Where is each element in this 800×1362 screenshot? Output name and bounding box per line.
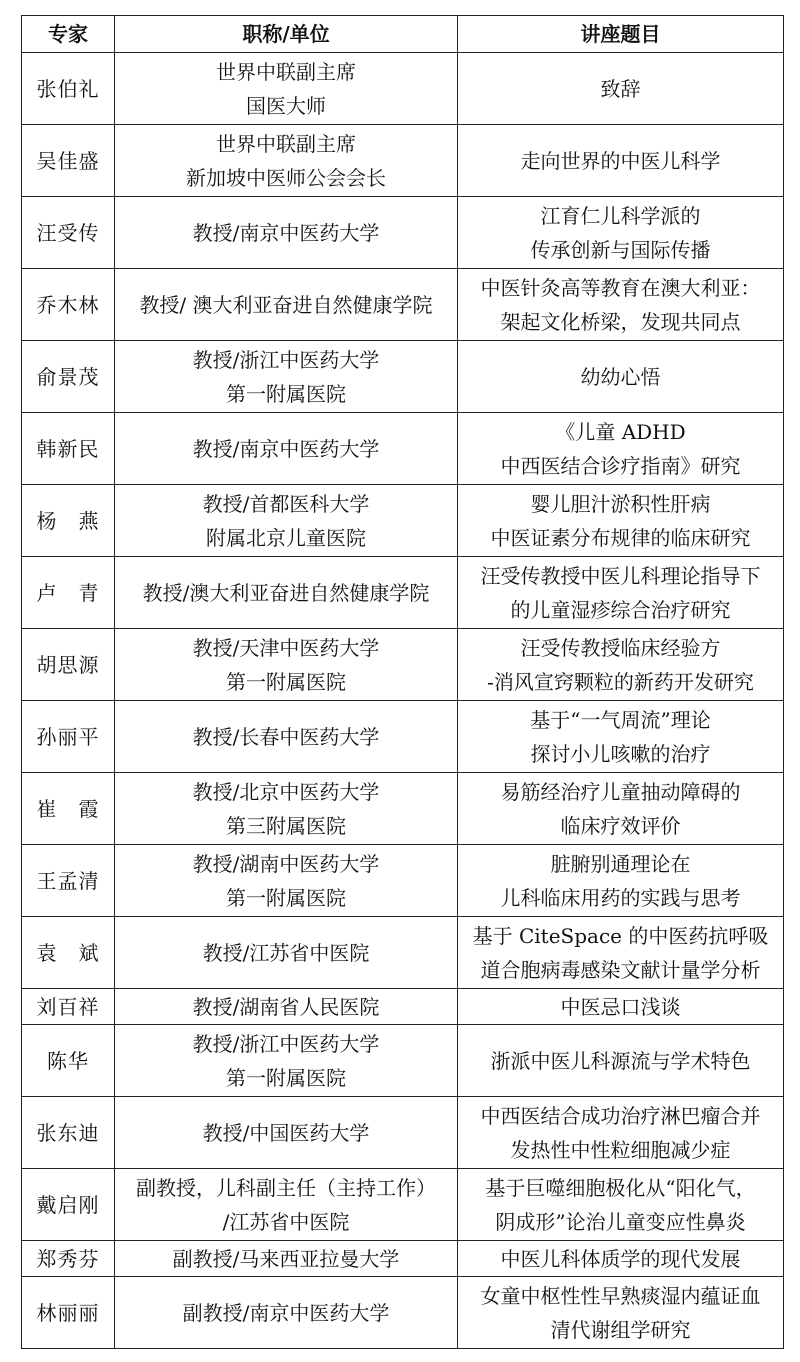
header-title-unit: 职称/单位 bbox=[115, 16, 458, 53]
expert-title-unit bbox=[115, 53, 458, 125]
lecture-topic-line: 幼幼心悟 bbox=[580, 364, 661, 389]
title-unit-line: 第一附属医院 bbox=[226, 1065, 346, 1090]
expert-name: 林丽丽 bbox=[22, 1277, 115, 1349]
expert-title-unit bbox=[115, 1241, 458, 1277]
table-row bbox=[22, 485, 784, 557]
lecture-topic-line: 中医证素分布规律的临床研究 bbox=[490, 525, 751, 550]
expert-name: 杨 燕 bbox=[22, 485, 115, 557]
table-row bbox=[22, 989, 784, 1025]
expert-title-unit bbox=[115, 341, 458, 413]
lecture-topic-line: 临床疗效评价 bbox=[560, 813, 681, 838]
lecture-topic bbox=[458, 485, 784, 557]
lecture-topic-line: 中医儿科体质学的现代发展 bbox=[500, 1246, 741, 1271]
expert-name: 王孟清 bbox=[22, 845, 115, 917]
lecture-topic-line: 婴儿胆汁淤积性肝病 bbox=[530, 491, 711, 516]
title-unit-line: 教授/浙江中医药大学 bbox=[192, 1031, 380, 1056]
lecture-topic bbox=[458, 917, 784, 989]
lecture-topic-line: 阴成形”论治儿童变应性鼻炎 bbox=[495, 1209, 746, 1234]
expert-title-unit bbox=[115, 197, 458, 269]
lecture-topic bbox=[458, 413, 784, 485]
lecture-topic bbox=[458, 1097, 784, 1169]
lecture-topic-line: 基于巨噬细胞极化从“阳化气， bbox=[485, 1175, 756, 1200]
title-unit-line: 教授/长春中医药大学 bbox=[192, 724, 380, 749]
lecture-topic-line: 儿科临床用药的实践与思考 bbox=[500, 885, 741, 910]
header-expert: 专家 bbox=[22, 16, 115, 53]
table-row bbox=[22, 53, 784, 125]
table-row bbox=[22, 701, 784, 773]
table-row bbox=[22, 269, 784, 341]
expert-title-unit bbox=[115, 1169, 458, 1241]
expert-title-unit bbox=[115, 125, 458, 197]
expert-name: 吴佳盛 bbox=[22, 125, 115, 197]
lecture-topic-line: 中西医结合诊疗指南》研究 bbox=[500, 453, 741, 478]
table-row bbox=[22, 1277, 784, 1349]
title-unit-line: 副教授/南京中医药大学 bbox=[182, 1300, 390, 1325]
table-body bbox=[22, 53, 784, 1349]
expert-title-unit bbox=[115, 1277, 458, 1349]
lecture-topic bbox=[458, 1025, 784, 1097]
expert-name: 韩新民 bbox=[22, 413, 115, 485]
lecture-topic bbox=[458, 701, 784, 773]
lecture-topic bbox=[458, 629, 784, 701]
title-unit-line: 国医大师 bbox=[246, 93, 326, 118]
expert-title-unit bbox=[115, 629, 458, 701]
lecture-topic bbox=[458, 1169, 784, 1241]
lecture-topic-line: 浙派中医儿科源流与学术特色 bbox=[490, 1048, 751, 1073]
table-header-row bbox=[22, 16, 784, 53]
title-unit-line: 教授/澳大利亚奋进自然健康学院 bbox=[142, 580, 430, 605]
title-unit-line: 教授/北京中医药大学 bbox=[192, 779, 380, 804]
title-unit-line: 第一附属医院 bbox=[226, 885, 346, 910]
title-unit-line: 教授/江苏省中医院 bbox=[202, 940, 370, 965]
expert-title-unit bbox=[115, 1097, 458, 1169]
title-unit-line: 教授/天津中医药大学 bbox=[192, 635, 380, 660]
table-row bbox=[22, 1097, 784, 1169]
title-unit-line: 教授/ 澳大利亚奋进自然健康学院 bbox=[139, 292, 433, 317]
title-unit-line: 教授/首都医科大学 bbox=[202, 491, 370, 516]
table-row bbox=[22, 557, 784, 629]
table-row bbox=[22, 629, 784, 701]
lecture-topic-line: 发热性中性粒细胞减少症 bbox=[510, 1137, 731, 1162]
title-unit-line: 新加坡中医师公会会长 bbox=[186, 165, 386, 190]
expert-title-unit bbox=[115, 989, 458, 1025]
expert-name: 袁 斌 bbox=[22, 917, 115, 989]
expert-name: 乔木林 bbox=[22, 269, 115, 341]
expert-title-unit bbox=[115, 773, 458, 845]
lecture-topic-line: 脏腑别通理论在 bbox=[550, 851, 691, 876]
header-lecture-topic: 讲座题目 bbox=[458, 16, 784, 53]
expert-name: 崔 霞 bbox=[22, 773, 115, 845]
expert-name: 刘百祥 bbox=[22, 989, 115, 1025]
lecture-topic bbox=[458, 989, 784, 1025]
expert-name: 汪受传 bbox=[22, 197, 115, 269]
lecture-topic-line: 《儿童 ADHD bbox=[555, 419, 686, 444]
expert-name: 孙丽平 bbox=[22, 701, 115, 773]
expert-name: 胡思源 bbox=[22, 629, 115, 701]
lecture-topic bbox=[458, 341, 784, 413]
table-row bbox=[22, 341, 784, 413]
lecture-topic-line: 基于 CiteSpace 的中医药抗呼吸 bbox=[472, 923, 769, 948]
title-unit-line: 教授/中国医药大学 bbox=[202, 1120, 370, 1145]
title-unit-line: 附属北京儿童医院 bbox=[206, 525, 366, 550]
expert-name: 俞景茂 bbox=[22, 341, 115, 413]
lecture-topic-line: -消风宣窍颗粒的新药开发研究 bbox=[487, 669, 754, 694]
lecture-topic-line: 基于“一气周流”理论 bbox=[530, 707, 711, 732]
expert-title-unit bbox=[115, 269, 458, 341]
lecture-topic-line: 汪受传教授临床经验方 bbox=[520, 635, 721, 660]
table-row bbox=[22, 125, 784, 197]
lecture-topic bbox=[458, 125, 784, 197]
lecture-topic-line: 中医忌口浅谈 bbox=[560, 994, 681, 1019]
lecture-topic bbox=[458, 269, 784, 341]
table-row bbox=[22, 1025, 784, 1097]
title-unit-line: 教授/浙江中医药大学 bbox=[192, 347, 380, 372]
title-unit-line: 副教授，儿科副主任（主持工作） bbox=[136, 1175, 436, 1200]
expert-name: 卢 青 bbox=[22, 557, 115, 629]
table-row bbox=[22, 1241, 784, 1277]
lecture-topic-line: 的儿童湿疹综合治疗研究 bbox=[510, 597, 731, 622]
lecture-topic-line: 架起文化桥梁，发现共同点 bbox=[500, 309, 741, 334]
lecture-topic bbox=[458, 773, 784, 845]
lecture-topic-line: 易筋经治疗儿童抽动障碍的 bbox=[500, 779, 741, 804]
expert-name: 郑秀芬 bbox=[22, 1241, 115, 1277]
lecture-topic bbox=[458, 1241, 784, 1277]
title-unit-line: 第三附属医院 bbox=[226, 813, 346, 838]
lecture-topic bbox=[458, 197, 784, 269]
lecture-topic bbox=[458, 557, 784, 629]
table-row bbox=[22, 413, 784, 485]
lecture-topic-line: 江育仁儿科学派的 bbox=[540, 203, 701, 228]
expert-name: 张东迪 bbox=[22, 1097, 115, 1169]
expert-title-unit bbox=[115, 557, 458, 629]
lecture-topic-line: 中西医结合成功治疗淋巴瘤合并 bbox=[480, 1103, 761, 1128]
title-unit-line: 教授/南京中医药大学 bbox=[192, 436, 380, 461]
title-unit-line: 教授/湖南中医药大学 bbox=[192, 851, 380, 876]
title-unit-line: 教授/湖南省人民医院 bbox=[192, 994, 380, 1019]
title-unit-line: /江苏省中医院 bbox=[222, 1209, 350, 1234]
lecture-topic-line: 清代谢组学研究 bbox=[550, 1317, 691, 1342]
table-row bbox=[22, 197, 784, 269]
expert-name: 张伯礼 bbox=[22, 53, 115, 125]
lecture-topic-line: 传承创新与国际传播 bbox=[530, 237, 711, 262]
lecture-topic-line: 道合胞病毒感染文献计量学分析 bbox=[480, 957, 761, 982]
lecture-topic-line: 中医针灸高等教育在澳大利亚： bbox=[480, 275, 761, 300]
lecture-topic-line: 走向世界的中医儿科学 bbox=[520, 148, 721, 173]
table-row bbox=[22, 773, 784, 845]
expert-title-unit bbox=[115, 485, 458, 557]
table-row bbox=[22, 845, 784, 917]
expert-title-unit bbox=[115, 845, 458, 917]
expert-title-unit bbox=[115, 413, 458, 485]
title-unit-line: 第一附属医院 bbox=[226, 669, 346, 694]
lecture-topic bbox=[458, 53, 784, 125]
title-unit-line: 教授/南京中医药大学 bbox=[192, 220, 380, 245]
lecture-topic-line: 汪受传教授中医儿科理论指导下 bbox=[480, 563, 761, 588]
title-unit-line: 第一附属医院 bbox=[226, 381, 346, 406]
lecture-topic-line: 女童中枢性性早熟痰湿内蕴证血 bbox=[480, 1283, 761, 1308]
lecture-topic bbox=[458, 1277, 784, 1349]
title-unit-line: 世界中联副主席 bbox=[216, 59, 356, 84]
title-unit-line: 世界中联副主席 bbox=[216, 131, 356, 156]
lecture-topic bbox=[458, 845, 784, 917]
lecture-schedule-table bbox=[21, 15, 784, 1349]
expert-name: 陈华 bbox=[22, 1025, 115, 1097]
lecture-topic-line: 探讨小儿咳嗽的治疗 bbox=[530, 741, 711, 766]
table-row bbox=[22, 1169, 784, 1241]
table-row bbox=[22, 917, 784, 989]
expert-title-unit bbox=[115, 917, 458, 989]
title-unit-line: 副教授/马来西亚拉曼大学 bbox=[172, 1246, 400, 1271]
expert-title-unit bbox=[115, 1025, 458, 1097]
expert-title-unit bbox=[115, 701, 458, 773]
expert-name: 戴启刚 bbox=[22, 1169, 115, 1241]
lecture-topic-line: 致辞 bbox=[600, 76, 641, 101]
